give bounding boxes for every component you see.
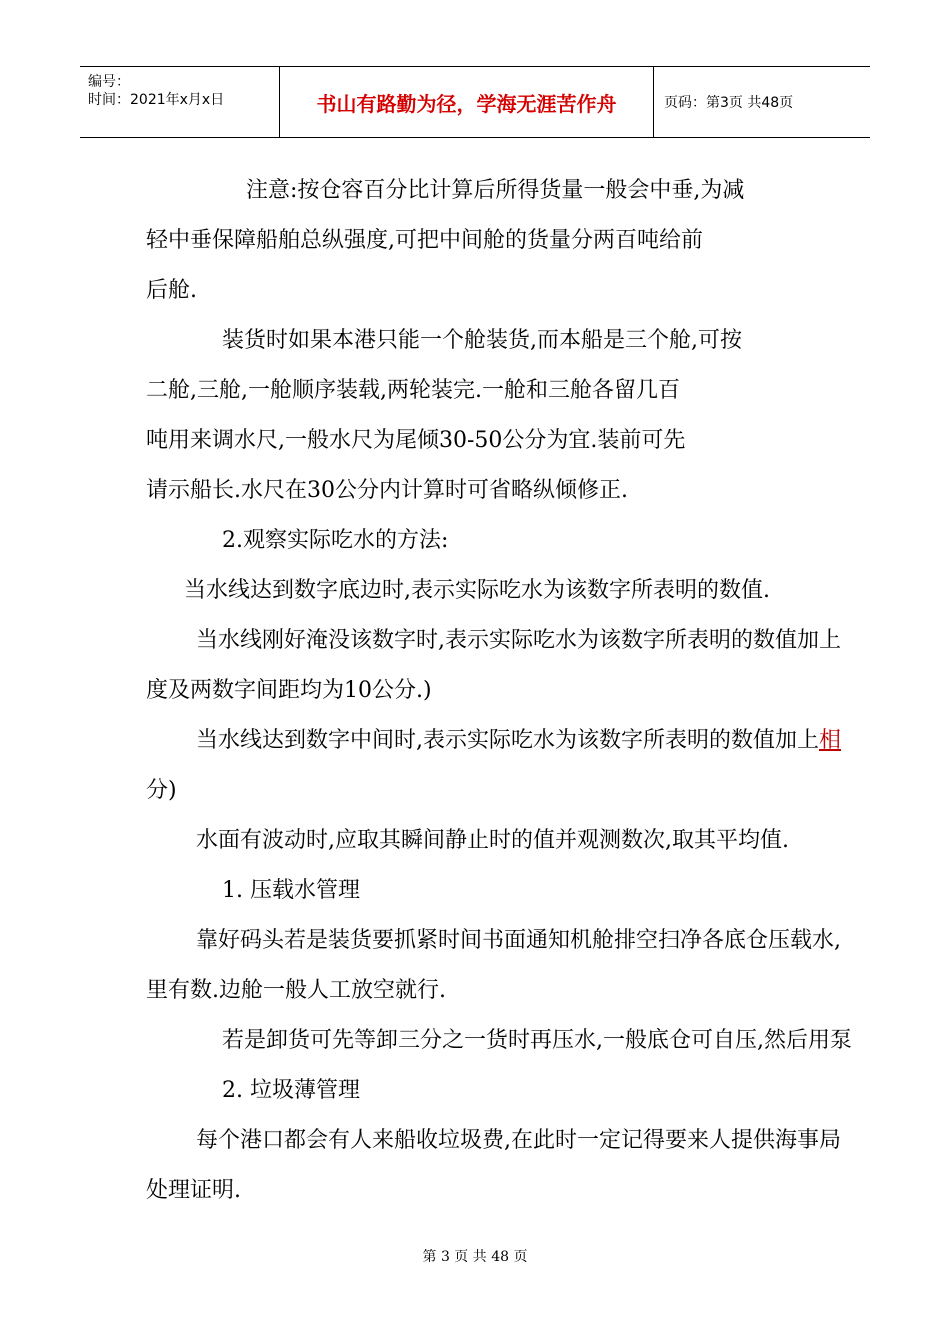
page-footer: 第 3 页 共 48 页 (422, 1249, 528, 1265)
paragraph-line: 分) (146, 778, 177, 803)
line-text: 当水线达到数字中间时,表示实际吃水为该数字所表明的数值加上 (196, 728, 819, 753)
paragraph-line: 轻中垂保障船舶总纵强度,可把中间舱的货量分两百吨给前 (146, 228, 703, 253)
paragraph-line: 度及两数字间距均为10公分.) (146, 678, 432, 703)
paragraph-line: 吨用来调水尺,一般水尺为尾倾30-50公分为宜.装前可先 (146, 428, 686, 453)
header-page-info: 页码：第3页 共48页 (664, 95, 794, 111)
paragraph-line: 二舱,三舱,一舱顺序装载,两轮装完.一舱和三舱各留几百 (146, 378, 680, 403)
paragraph-line: 请示船长.水尺在30公分内计算时可省略纵倾修正. (146, 478, 628, 503)
section-heading: 2. 垃圾薄管理 (222, 1078, 360, 1103)
paragraph-line: 每个港口都会有人来船收垃圾费,在此时一定记得要来人提供海事局 (196, 1128, 841, 1153)
paragraph-line: 当水线刚好淹没该数字时,表示实际吃水为该数字所表明的数值加上 (196, 628, 841, 653)
section-heading: 2.观察实际吃水的方法: (222, 528, 449, 553)
paragraph-line: 靠好码头若是装货要抓紧时间书面通知机舱排空扫净各底仓压载水, (196, 928, 841, 953)
paragraph-line: 里有数.边舱一般人工放空就行. (146, 978, 446, 1003)
paragraph-line: 若是卸货可先等卸三分之一货时再压水,一般底仓可自压,然后用泵 (222, 1028, 852, 1053)
paragraph-line: 当水线达到数字底边时,表示实际吃水为该数字所表明的数值. (184, 578, 770, 603)
time-label: 时间：2021年x月x日 (88, 92, 225, 108)
paragraph-line: 装货时如果本港只能一个舱装货,而本船是三个舱,可按 (222, 328, 742, 353)
section-heading: 1. 压载水管理 (222, 878, 360, 903)
paragraph-line: 后舱. (146, 278, 197, 303)
paragraph-line (196, 723, 841, 754)
header-motto: 书山有路勤为径，学海无涯苦作舟 (280, 67, 654, 137)
paragraph-line: 水面有波动时,应取其瞬间静止时的值并观测数次,取其平均值. (196, 828, 789, 853)
link-fragment[interactable]: 相 (819, 728, 842, 753)
paragraph-line: 注意:按仓容百分比计算后所得货量一般会中垂,为减 (246, 178, 745, 203)
number-label: 编号： (88, 74, 130, 90)
paragraph-line: 处理证明. (146, 1178, 241, 1203)
